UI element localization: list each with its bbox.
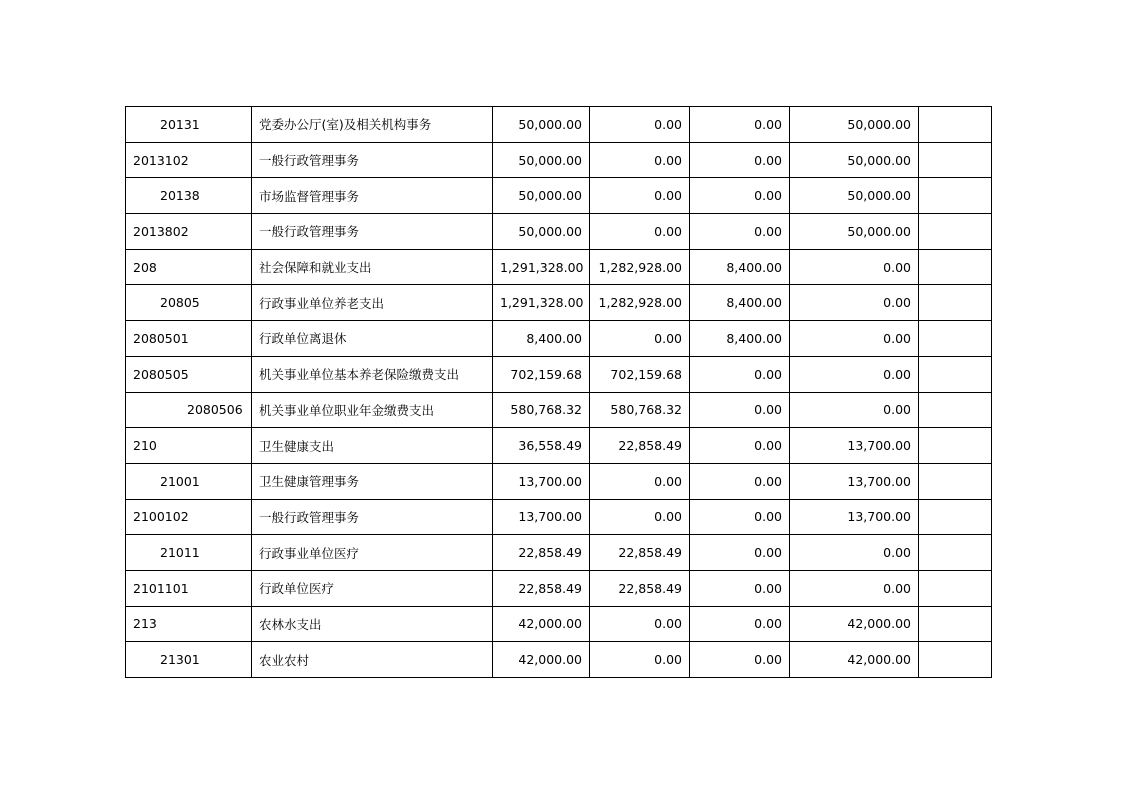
table-body	[126, 107, 992, 678]
table-row	[126, 249, 992, 285]
table-row	[126, 214, 992, 250]
amount-project-cell: 0.00	[790, 285, 919, 321]
amount-total-cell: 42,000.00	[493, 606, 590, 642]
blank-cell	[919, 606, 992, 642]
subject-code-cell: 20138	[126, 178, 252, 214]
amount-total-cell: 50,000.00	[493, 178, 590, 214]
blank-cell	[919, 178, 992, 214]
subject-name-cell: 卫生健康管理事务	[252, 463, 493, 499]
amount-basic-cell: 0.00	[590, 499, 690, 535]
blank-cell	[919, 107, 992, 143]
amount-personal-cell: 0.00	[690, 142, 790, 178]
table-row	[126, 285, 992, 321]
subject-name-cell: 机关事业单位基本养老保险缴费支出	[252, 356, 493, 392]
table-row	[126, 356, 992, 392]
subject-name-cell: 一般行政管理事务	[252, 214, 493, 250]
blank-cell	[919, 428, 992, 464]
blank-cell	[919, 642, 992, 678]
blank-cell	[919, 570, 992, 606]
subject-name-cell: 行政事业单位养老支出	[252, 285, 493, 321]
subject-name-cell: 市场监督管理事务	[252, 178, 493, 214]
table-row	[126, 642, 992, 678]
subject-code-cell: 2080505	[126, 356, 252, 392]
amount-basic-cell: 0.00	[590, 214, 690, 250]
amount-personal-cell: 0.00	[690, 356, 790, 392]
amount-personal-cell: 0.00	[690, 606, 790, 642]
amount-project-cell: 0.00	[790, 356, 919, 392]
amount-project-cell: 50,000.00	[790, 214, 919, 250]
amount-personal-cell: 0.00	[690, 499, 790, 535]
amount-basic-cell: 1,282,928.00	[590, 249, 690, 285]
subject-name-cell: 行政单位离退休	[252, 321, 493, 357]
amount-total-cell: 580,768.32	[493, 392, 590, 428]
table-row	[126, 142, 992, 178]
amount-basic-cell: 0.00	[590, 178, 690, 214]
amount-personal-cell: 0.00	[690, 642, 790, 678]
subject-code-cell: 2080506	[126, 392, 252, 428]
amount-project-cell: 0.00	[790, 535, 919, 571]
subject-name-cell: 卫生健康支出	[252, 428, 493, 464]
amount-basic-cell: 0.00	[590, 463, 690, 499]
amount-basic-cell: 580,768.32	[590, 392, 690, 428]
subject-name-cell: 一般行政管理事务	[252, 499, 493, 535]
amount-project-cell: 42,000.00	[790, 642, 919, 678]
amount-personal-cell: 0.00	[690, 392, 790, 428]
blank-cell	[919, 463, 992, 499]
amount-basic-cell: 22,858.49	[590, 428, 690, 464]
subject-name-cell: 一般行政管理事务	[252, 142, 493, 178]
blank-cell	[919, 356, 992, 392]
subject-name-cell: 党委办公厅(室)及相关机构事务	[252, 107, 493, 143]
subject-name-cell: 社会保障和就业支出	[252, 249, 493, 285]
table-row	[126, 499, 992, 535]
amount-personal-cell: 8,400.00	[690, 321, 790, 357]
amount-basic-cell: 0.00	[590, 606, 690, 642]
amount-total-cell: 22,858.49	[493, 570, 590, 606]
subject-code-cell: 2101101	[126, 570, 252, 606]
table-row	[126, 570, 992, 606]
amount-project-cell: 13,700.00	[790, 463, 919, 499]
table-row	[126, 178, 992, 214]
amount-total-cell: 36,558.49	[493, 428, 590, 464]
subject-name-cell: 机关事业单位职业年金缴费支出	[252, 392, 493, 428]
amount-total-cell: 8,400.00	[493, 321, 590, 357]
table-row	[126, 392, 992, 428]
amount-project-cell: 0.00	[790, 570, 919, 606]
subject-code-cell: 21001	[126, 463, 252, 499]
amount-total-cell: 702,159.68	[493, 356, 590, 392]
blank-cell	[919, 285, 992, 321]
amount-basic-cell: 702,159.68	[590, 356, 690, 392]
blank-cell	[919, 499, 992, 535]
amount-personal-cell: 8,400.00	[690, 249, 790, 285]
table-row	[126, 606, 992, 642]
subject-name-cell: 行政事业单位医疗	[252, 535, 493, 571]
amount-project-cell: 0.00	[790, 321, 919, 357]
amount-total-cell: 42,000.00	[493, 642, 590, 678]
subject-code-cell: 210	[126, 428, 252, 464]
table-row	[126, 463, 992, 499]
table-row	[126, 428, 992, 464]
subject-name-cell: 农业农村	[252, 642, 493, 678]
amount-personal-cell: 0.00	[690, 428, 790, 464]
blank-cell	[919, 249, 992, 285]
amount-personal-cell: 0.00	[690, 535, 790, 571]
amount-basic-cell: 0.00	[590, 107, 690, 143]
budget-table	[125, 106, 992, 678]
subject-code-cell: 21011	[126, 535, 252, 571]
amount-project-cell: 42,000.00	[790, 606, 919, 642]
subject-code-cell: 2013802	[126, 214, 252, 250]
amount-personal-cell: 0.00	[690, 178, 790, 214]
amount-total-cell: 50,000.00	[493, 107, 590, 143]
table-row	[126, 321, 992, 357]
amount-basic-cell: 22,858.49	[590, 570, 690, 606]
amount-total-cell: 50,000.00	[493, 142, 590, 178]
amount-project-cell: 50,000.00	[790, 142, 919, 178]
amount-personal-cell: 0.00	[690, 214, 790, 250]
amount-project-cell: 0.00	[790, 392, 919, 428]
amount-project-cell: 13,700.00	[790, 428, 919, 464]
table-row	[126, 107, 992, 143]
subject-code-cell: 2080501	[126, 321, 252, 357]
subject-code-cell: 213	[126, 606, 252, 642]
subject-name-cell: 农林水支出	[252, 606, 493, 642]
amount-basic-cell: 0.00	[590, 321, 690, 357]
subject-code-cell: 2100102	[126, 499, 252, 535]
amount-personal-cell: 0.00	[690, 107, 790, 143]
subject-code-cell: 21301	[126, 642, 252, 678]
subject-code-cell: 208	[126, 249, 252, 285]
subject-code-cell: 20131	[126, 107, 252, 143]
amount-personal-cell: 0.00	[690, 570, 790, 606]
blank-cell	[919, 142, 992, 178]
blank-cell	[919, 392, 992, 428]
amount-total-cell: 1,291,328.00	[493, 249, 590, 285]
amount-total-cell: 1,291,328.00	[493, 285, 590, 321]
amount-project-cell: 50,000.00	[790, 178, 919, 214]
blank-cell	[919, 535, 992, 571]
amount-basic-cell: 0.00	[590, 642, 690, 678]
amount-personal-cell: 0.00	[690, 463, 790, 499]
amount-project-cell: 0.00	[790, 249, 919, 285]
amount-total-cell: 22,858.49	[493, 535, 590, 571]
table-row	[126, 535, 992, 571]
amount-basic-cell: 1,282,928.00	[590, 285, 690, 321]
amount-basic-cell: 0.00	[590, 142, 690, 178]
amount-total-cell: 13,700.00	[493, 463, 590, 499]
blank-cell	[919, 214, 992, 250]
amount-total-cell: 13,700.00	[493, 499, 590, 535]
amount-project-cell: 50,000.00	[790, 107, 919, 143]
amount-personal-cell: 8,400.00	[690, 285, 790, 321]
amount-total-cell: 50,000.00	[493, 214, 590, 250]
subject-code-cell: 20805	[126, 285, 252, 321]
amount-project-cell: 13,700.00	[790, 499, 919, 535]
subject-code-cell: 2013102	[126, 142, 252, 178]
amount-basic-cell: 22,858.49	[590, 535, 690, 571]
subject-name-cell: 行政单位医疗	[252, 570, 493, 606]
blank-cell	[919, 321, 992, 357]
